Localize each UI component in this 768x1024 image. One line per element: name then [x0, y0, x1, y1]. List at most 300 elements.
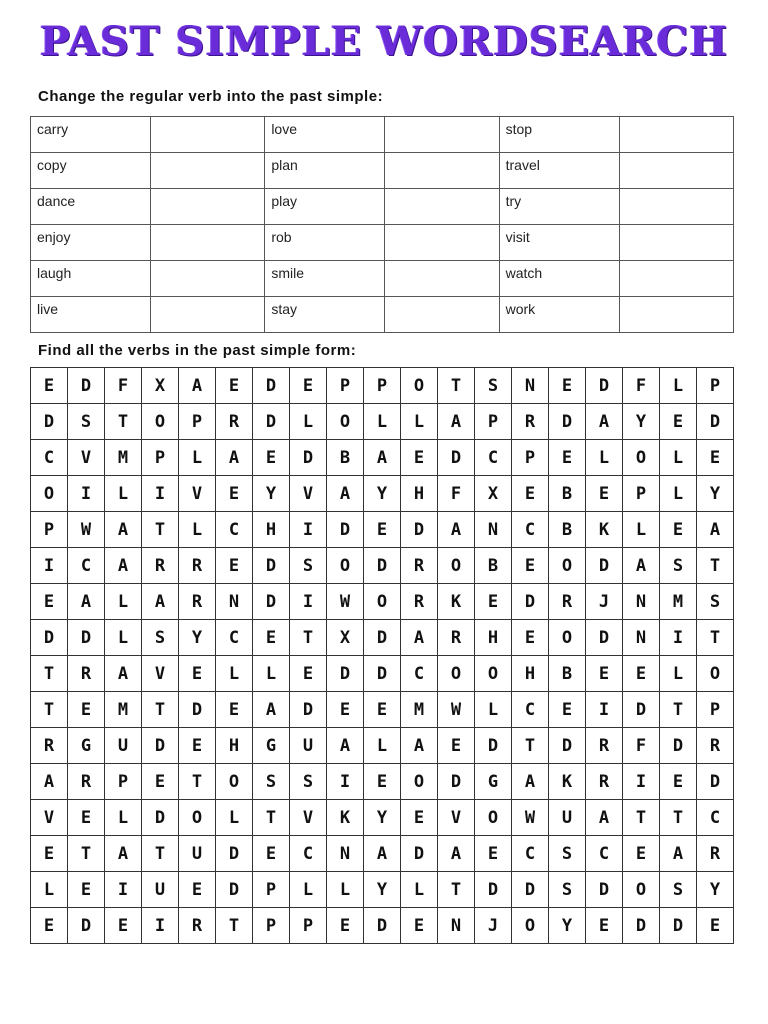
grid-letter[interactable]: X — [475, 476, 512, 512]
grid-letter[interactable]: O — [549, 620, 586, 656]
grid-letter[interactable]: N — [512, 368, 549, 404]
grid-letter[interactable]: D — [253, 548, 290, 584]
grid-letter[interactable]: C — [512, 512, 549, 548]
grid-letter[interactable]: O — [327, 404, 364, 440]
answer-cell[interactable] — [385, 117, 499, 153]
answer-cell[interactable] — [151, 117, 265, 153]
grid-letter[interactable]: T — [105, 404, 142, 440]
grid-letter[interactable]: I — [68, 476, 105, 512]
grid-letter[interactable]: D — [142, 800, 179, 836]
grid-letter[interactable]: A — [438, 836, 475, 872]
grid-letter[interactable]: I — [290, 584, 327, 620]
grid-letter[interactable]: A — [512, 764, 549, 800]
grid-letter[interactable]: E — [401, 800, 438, 836]
grid-letter[interactable]: D — [216, 872, 253, 908]
grid-letter[interactable]: E — [475, 836, 512, 872]
grid-letter[interactable]: B — [475, 548, 512, 584]
grid-letter[interactable]: T — [68, 836, 105, 872]
grid-letter[interactable]: N — [438, 908, 475, 944]
grid-letter[interactable]: E — [68, 872, 105, 908]
grid-letter[interactable]: C — [216, 620, 253, 656]
grid-letter[interactable]: E — [512, 548, 549, 584]
grid-letter[interactable]: W — [438, 692, 475, 728]
grid-letter[interactable]: R — [216, 404, 253, 440]
grid-letter[interactable]: H — [401, 476, 438, 512]
grid-letter[interactable]: I — [290, 512, 327, 548]
grid-letter[interactable]: R — [68, 764, 105, 800]
grid-letter[interactable]: E — [179, 872, 216, 908]
grid-letter[interactable]: B — [327, 440, 364, 476]
grid-letter[interactable]: C — [475, 440, 512, 476]
grid-letter[interactable]: L — [290, 872, 327, 908]
grid-letter[interactable]: Y — [623, 404, 660, 440]
grid-letter[interactable]: D — [586, 548, 623, 584]
grid-letter[interactable]: E — [401, 440, 438, 476]
grid-letter[interactable]: L — [364, 728, 401, 764]
grid-letter[interactable]: L — [401, 404, 438, 440]
grid-letter[interactable]: E — [697, 908, 734, 944]
grid-letter[interactable]: T — [512, 728, 549, 764]
answer-cell[interactable] — [151, 225, 265, 261]
grid-letter[interactable]: B — [549, 656, 586, 692]
grid-letter[interactable]: D — [549, 404, 586, 440]
grid-letter[interactable]: L — [401, 872, 438, 908]
grid-letter[interactable]: D — [216, 836, 253, 872]
grid-letter[interactable]: R — [179, 548, 216, 584]
grid-letter[interactable]: P — [475, 404, 512, 440]
grid-letter[interactable]: E — [105, 908, 142, 944]
answer-cell[interactable] — [385, 225, 499, 261]
grid-letter[interactable]: O — [512, 908, 549, 944]
grid-letter[interactable]: A — [660, 836, 697, 872]
grid-letter[interactable]: E — [364, 512, 401, 548]
grid-letter[interactable]: S — [660, 548, 697, 584]
answer-cell[interactable] — [619, 117, 733, 153]
grid-letter[interactable]: D — [364, 620, 401, 656]
grid-letter[interactable]: A — [253, 692, 290, 728]
grid-letter[interactable]: D — [697, 404, 734, 440]
answer-cell[interactable] — [619, 297, 733, 333]
grid-letter[interactable]: E — [68, 800, 105, 836]
answer-cell[interactable] — [619, 225, 733, 261]
grid-letter[interactable]: D — [364, 548, 401, 584]
grid-letter[interactable]: D — [475, 728, 512, 764]
grid-letter[interactable]: U — [179, 836, 216, 872]
grid-letter[interactable]: M — [660, 584, 697, 620]
grid-letter[interactable]: I — [142, 908, 179, 944]
grid-letter[interactable]: L — [216, 656, 253, 692]
grid-letter[interactable]: T — [697, 620, 734, 656]
grid-letter[interactable]: U — [105, 728, 142, 764]
grid-letter[interactable]: T — [660, 692, 697, 728]
grid-letter[interactable]: I — [586, 692, 623, 728]
grid-letter[interactable]: L — [105, 476, 142, 512]
grid-letter[interactable]: L — [623, 512, 660, 548]
grid-letter[interactable]: D — [364, 908, 401, 944]
grid-letter[interactable]: L — [327, 872, 364, 908]
grid-letter[interactable]: A — [68, 584, 105, 620]
grid-letter[interactable]: T — [31, 656, 68, 692]
grid-letter[interactable]: E — [253, 620, 290, 656]
grid-letter[interactable]: P — [290, 908, 327, 944]
grid-letter[interactable]: E — [586, 908, 623, 944]
grid-letter[interactable]: I — [105, 872, 142, 908]
answer-cell[interactable] — [385, 297, 499, 333]
grid-letter[interactable]: R — [512, 404, 549, 440]
grid-letter[interactable]: Y — [253, 476, 290, 512]
grid-letter[interactable]: L — [179, 440, 216, 476]
grid-letter[interactable]: S — [253, 764, 290, 800]
grid-letter[interactable]: Y — [364, 872, 401, 908]
grid-letter[interactable]: I — [623, 764, 660, 800]
grid-letter[interactable]: E — [31, 836, 68, 872]
grid-letter[interactable]: T — [697, 548, 734, 584]
grid-letter[interactable]: U — [142, 872, 179, 908]
grid-letter[interactable]: O — [327, 548, 364, 584]
grid-letter[interactable]: F — [623, 728, 660, 764]
grid-letter[interactable]: I — [142, 476, 179, 512]
grid-letter[interactable]: D — [290, 440, 327, 476]
grid-letter[interactable]: D — [142, 728, 179, 764]
grid-letter[interactable]: O — [364, 584, 401, 620]
grid-letter[interactable]: V — [68, 440, 105, 476]
grid-letter[interactable]: E — [31, 908, 68, 944]
grid-letter[interactable]: A — [364, 440, 401, 476]
grid-letter[interactable]: V — [31, 800, 68, 836]
grid-letter[interactable]: M — [105, 440, 142, 476]
grid-letter[interactable]: D — [179, 692, 216, 728]
grid-letter[interactable]: C — [697, 800, 734, 836]
grid-letter[interactable]: H — [512, 656, 549, 692]
grid-letter[interactable]: A — [401, 620, 438, 656]
grid-letter[interactable]: W — [512, 800, 549, 836]
grid-letter[interactable]: H — [216, 728, 253, 764]
grid-letter[interactable]: A — [105, 548, 142, 584]
grid-letter[interactable]: Y — [549, 908, 586, 944]
grid-letter[interactable]: J — [475, 908, 512, 944]
grid-letter[interactable]: T — [216, 908, 253, 944]
grid-letter[interactable]: W — [327, 584, 364, 620]
grid-letter[interactable]: O — [549, 548, 586, 584]
grid-letter[interactable]: S — [697, 584, 734, 620]
grid-letter[interactable]: A — [142, 584, 179, 620]
grid-letter[interactable]: L — [105, 800, 142, 836]
grid-letter[interactable]: E — [68, 692, 105, 728]
grid-letter[interactable]: E — [142, 764, 179, 800]
grid-letter[interactable]: Y — [364, 800, 401, 836]
grid-letter[interactable]: D — [253, 584, 290, 620]
grid-letter[interactable]: G — [68, 728, 105, 764]
grid-letter[interactable]: D — [253, 404, 290, 440]
grid-letter[interactable]: O — [216, 764, 253, 800]
grid-letter[interactable]: R — [697, 728, 734, 764]
grid-letter[interactable]: T — [253, 800, 290, 836]
answer-cell[interactable] — [151, 261, 265, 297]
grid-letter[interactable]: D — [512, 872, 549, 908]
grid-letter[interactable]: G — [475, 764, 512, 800]
grid-letter[interactable]: A — [31, 764, 68, 800]
grid-letter[interactable]: Y — [179, 620, 216, 656]
grid-letter[interactable]: F — [105, 368, 142, 404]
grid-letter[interactable]: A — [697, 512, 734, 548]
grid-letter[interactable]: E — [216, 368, 253, 404]
grid-letter[interactable]: V — [290, 476, 327, 512]
grid-letter[interactable]: E — [290, 368, 327, 404]
grid-letter[interactable]: P — [327, 368, 364, 404]
grid-letter[interactable]: R — [438, 620, 475, 656]
grid-letter[interactable]: D — [660, 908, 697, 944]
grid-letter[interactable]: E — [660, 764, 697, 800]
grid-letter[interactable]: D — [364, 656, 401, 692]
grid-letter[interactable]: G — [253, 728, 290, 764]
grid-letter[interactable]: D — [401, 836, 438, 872]
grid-letter[interactable]: R — [142, 548, 179, 584]
grid-letter[interactable]: E — [364, 764, 401, 800]
answer-cell[interactable] — [385, 189, 499, 225]
grid-letter[interactable]: O — [142, 404, 179, 440]
grid-letter[interactable]: A — [364, 836, 401, 872]
grid-letter[interactable]: L — [586, 440, 623, 476]
grid-letter[interactable]: A — [586, 404, 623, 440]
grid-letter[interactable]: L — [660, 440, 697, 476]
grid-letter[interactable]: E — [327, 908, 364, 944]
grid-letter[interactable]: L — [364, 404, 401, 440]
grid-letter[interactable]: K — [549, 764, 586, 800]
grid-letter[interactable]: D — [438, 440, 475, 476]
grid-letter[interactable]: E — [364, 692, 401, 728]
grid-letter[interactable]: M — [105, 692, 142, 728]
grid-letter[interactable]: E — [549, 440, 586, 476]
answer-cell[interactable] — [619, 189, 733, 225]
grid-letter[interactable]: D — [586, 872, 623, 908]
grid-letter[interactable]: D — [660, 728, 697, 764]
grid-letter[interactable]: P — [697, 368, 734, 404]
grid-letter[interactable]: O — [475, 656, 512, 692]
grid-letter[interactable]: A — [438, 512, 475, 548]
grid-letter[interactable]: B — [549, 476, 586, 512]
grid-letter[interactable]: C — [512, 692, 549, 728]
grid-letter[interactable]: A — [327, 476, 364, 512]
grid-letter[interactable]: V — [179, 476, 216, 512]
grid-letter[interactable]: T — [31, 692, 68, 728]
grid-letter[interactable]: P — [253, 872, 290, 908]
grid-letter[interactable]: O — [179, 800, 216, 836]
grid-letter[interactable]: E — [216, 476, 253, 512]
grid-letter[interactable]: O — [401, 764, 438, 800]
grid-letter[interactable]: A — [216, 440, 253, 476]
grid-letter[interactable]: E — [290, 656, 327, 692]
grid-letter[interactable]: E — [216, 548, 253, 584]
grid-letter[interactable]: U — [290, 728, 327, 764]
grid-letter[interactable]: N — [327, 836, 364, 872]
grid-letter[interactable]: T — [142, 836, 179, 872]
grid-letter[interactable]: L — [660, 368, 697, 404]
grid-letter[interactable]: F — [438, 476, 475, 512]
grid-letter[interactable]: E — [623, 656, 660, 692]
grid-letter[interactable]: D — [68, 368, 105, 404]
grid-letter[interactable]: K — [438, 584, 475, 620]
grid-letter[interactable]: A — [327, 728, 364, 764]
grid-letter[interactable]: T — [660, 800, 697, 836]
grid-letter[interactable]: R — [179, 584, 216, 620]
grid-letter[interactable]: R — [31, 728, 68, 764]
grid-letter[interactable]: E — [549, 692, 586, 728]
grid-letter[interactable]: I — [31, 548, 68, 584]
grid-letter[interactable]: T — [142, 692, 179, 728]
grid-letter[interactable]: T — [438, 872, 475, 908]
grid-letter[interactable]: E — [586, 476, 623, 512]
answer-cell[interactable] — [385, 153, 499, 189]
grid-letter[interactable]: U — [549, 800, 586, 836]
grid-letter[interactable]: O — [475, 800, 512, 836]
grid-letter[interactable]: R — [179, 908, 216, 944]
grid-letter[interactable]: L — [105, 584, 142, 620]
grid-letter[interactable]: P — [31, 512, 68, 548]
grid-letter[interactable]: R — [586, 764, 623, 800]
grid-letter[interactable]: N — [475, 512, 512, 548]
grid-letter[interactable]: A — [623, 548, 660, 584]
grid-letter[interactable]: A — [105, 512, 142, 548]
grid-letter[interactable]: N — [216, 584, 253, 620]
grid-letter[interactable]: D — [327, 512, 364, 548]
grid-letter[interactable]: E — [549, 368, 586, 404]
grid-letter[interactable]: L — [475, 692, 512, 728]
grid-letter[interactable]: A — [105, 836, 142, 872]
grid-letter[interactable]: P — [253, 908, 290, 944]
grid-letter[interactable]: E — [327, 692, 364, 728]
grid-letter[interactable]: D — [697, 764, 734, 800]
grid-letter[interactable]: D — [475, 872, 512, 908]
answer-cell[interactable] — [151, 297, 265, 333]
grid-letter[interactable]: E — [31, 368, 68, 404]
grid-letter[interactable]: E — [475, 584, 512, 620]
grid-letter[interactable]: A — [179, 368, 216, 404]
grid-letter[interactable]: O — [438, 548, 475, 584]
grid-letter[interactable]: R — [549, 584, 586, 620]
grid-letter[interactable]: E — [253, 440, 290, 476]
grid-letter[interactable]: D — [586, 620, 623, 656]
grid-letter[interactable]: D — [253, 368, 290, 404]
grid-letter[interactable]: T — [179, 764, 216, 800]
answer-cell[interactable] — [385, 261, 499, 297]
grid-letter[interactable]: P — [364, 368, 401, 404]
grid-letter[interactable]: L — [660, 476, 697, 512]
grid-letter[interactable]: T — [142, 512, 179, 548]
grid-letter[interactable]: A — [586, 800, 623, 836]
grid-letter[interactable]: O — [697, 656, 734, 692]
grid-letter[interactable]: C — [216, 512, 253, 548]
grid-letter[interactable]: L — [660, 656, 697, 692]
grid-letter[interactable]: O — [31, 476, 68, 512]
grid-letter[interactable]: S — [68, 404, 105, 440]
grid-letter[interactable]: P — [623, 476, 660, 512]
grid-letter[interactable]: L — [31, 872, 68, 908]
grid-letter[interactable]: V — [142, 656, 179, 692]
grid-letter[interactable]: O — [438, 656, 475, 692]
answer-cell[interactable] — [151, 189, 265, 225]
grid-letter[interactable]: E — [512, 620, 549, 656]
grid-letter[interactable]: F — [623, 368, 660, 404]
grid-letter[interactable]: R — [68, 656, 105, 692]
grid-letter[interactable]: S — [475, 368, 512, 404]
grid-letter[interactable]: B — [549, 512, 586, 548]
grid-letter[interactable]: Y — [364, 476, 401, 512]
grid-letter[interactable]: K — [586, 512, 623, 548]
grid-letter[interactable]: C — [68, 548, 105, 584]
grid-letter[interactable]: D — [31, 404, 68, 440]
grid-letter[interactable]: H — [253, 512, 290, 548]
grid-letter[interactable]: Y — [697, 476, 734, 512]
grid-letter[interactable]: X — [142, 368, 179, 404]
grid-letter[interactable]: D — [401, 512, 438, 548]
grid-letter[interactable]: T — [290, 620, 327, 656]
grid-letter[interactable]: E — [660, 404, 697, 440]
grid-letter[interactable]: C — [401, 656, 438, 692]
grid-letter[interactable]: N — [623, 584, 660, 620]
grid-letter[interactable]: I — [660, 620, 697, 656]
grid-letter[interactable]: S — [660, 872, 697, 908]
grid-letter[interactable]: C — [31, 440, 68, 476]
grid-letter[interactable]: S — [290, 548, 327, 584]
grid-letter[interactable]: D — [68, 908, 105, 944]
grid-letter[interactable]: J — [586, 584, 623, 620]
grid-letter[interactable]: S — [549, 836, 586, 872]
grid-letter[interactable]: R — [401, 584, 438, 620]
grid-letter[interactable]: W — [68, 512, 105, 548]
grid-letter[interactable]: O — [401, 368, 438, 404]
grid-letter[interactable]: P — [142, 440, 179, 476]
grid-letter[interactable]: E — [697, 440, 734, 476]
grid-letter[interactable]: V — [438, 800, 475, 836]
grid-letter[interactable]: L — [216, 800, 253, 836]
grid-letter[interactable]: D — [623, 908, 660, 944]
grid-letter[interactable]: L — [179, 512, 216, 548]
grid-letter[interactable]: R — [586, 728, 623, 764]
grid-letter[interactable]: C — [512, 836, 549, 872]
grid-letter[interactable]: E — [216, 692, 253, 728]
grid-letter[interactable]: O — [623, 440, 660, 476]
grid-letter[interactable]: E — [31, 584, 68, 620]
answer-cell[interactable] — [151, 153, 265, 189]
grid-letter[interactable]: P — [512, 440, 549, 476]
grid-letter[interactable]: D — [68, 620, 105, 656]
grid-letter[interactable]: V — [290, 800, 327, 836]
grid-letter[interactable]: E — [586, 656, 623, 692]
grid-letter[interactable]: S — [549, 872, 586, 908]
grid-letter[interactable]: L — [105, 620, 142, 656]
grid-letter[interactable]: D — [586, 368, 623, 404]
grid-letter[interactable]: D — [438, 764, 475, 800]
grid-letter[interactable]: I — [327, 764, 364, 800]
grid-letter[interactable]: M — [401, 692, 438, 728]
grid-letter[interactable]: A — [438, 404, 475, 440]
grid-letter[interactable]: X — [327, 620, 364, 656]
grid-letter[interactable]: R — [401, 548, 438, 584]
grid-letter[interactable]: D — [327, 656, 364, 692]
grid-letter[interactable]: E — [179, 656, 216, 692]
answer-cell[interactable] — [619, 261, 733, 297]
grid-letter[interactable]: D — [31, 620, 68, 656]
grid-letter[interactable]: H — [475, 620, 512, 656]
grid-letter[interactable]: T — [623, 800, 660, 836]
grid-letter[interactable]: A — [105, 656, 142, 692]
grid-letter[interactable]: R — [697, 836, 734, 872]
grid-letter[interactable]: D — [623, 692, 660, 728]
grid-letter[interactable]: C — [586, 836, 623, 872]
grid-letter[interactable]: A — [401, 728, 438, 764]
grid-letter[interactable]: T — [438, 368, 475, 404]
grid-letter[interactable]: L — [290, 404, 327, 440]
